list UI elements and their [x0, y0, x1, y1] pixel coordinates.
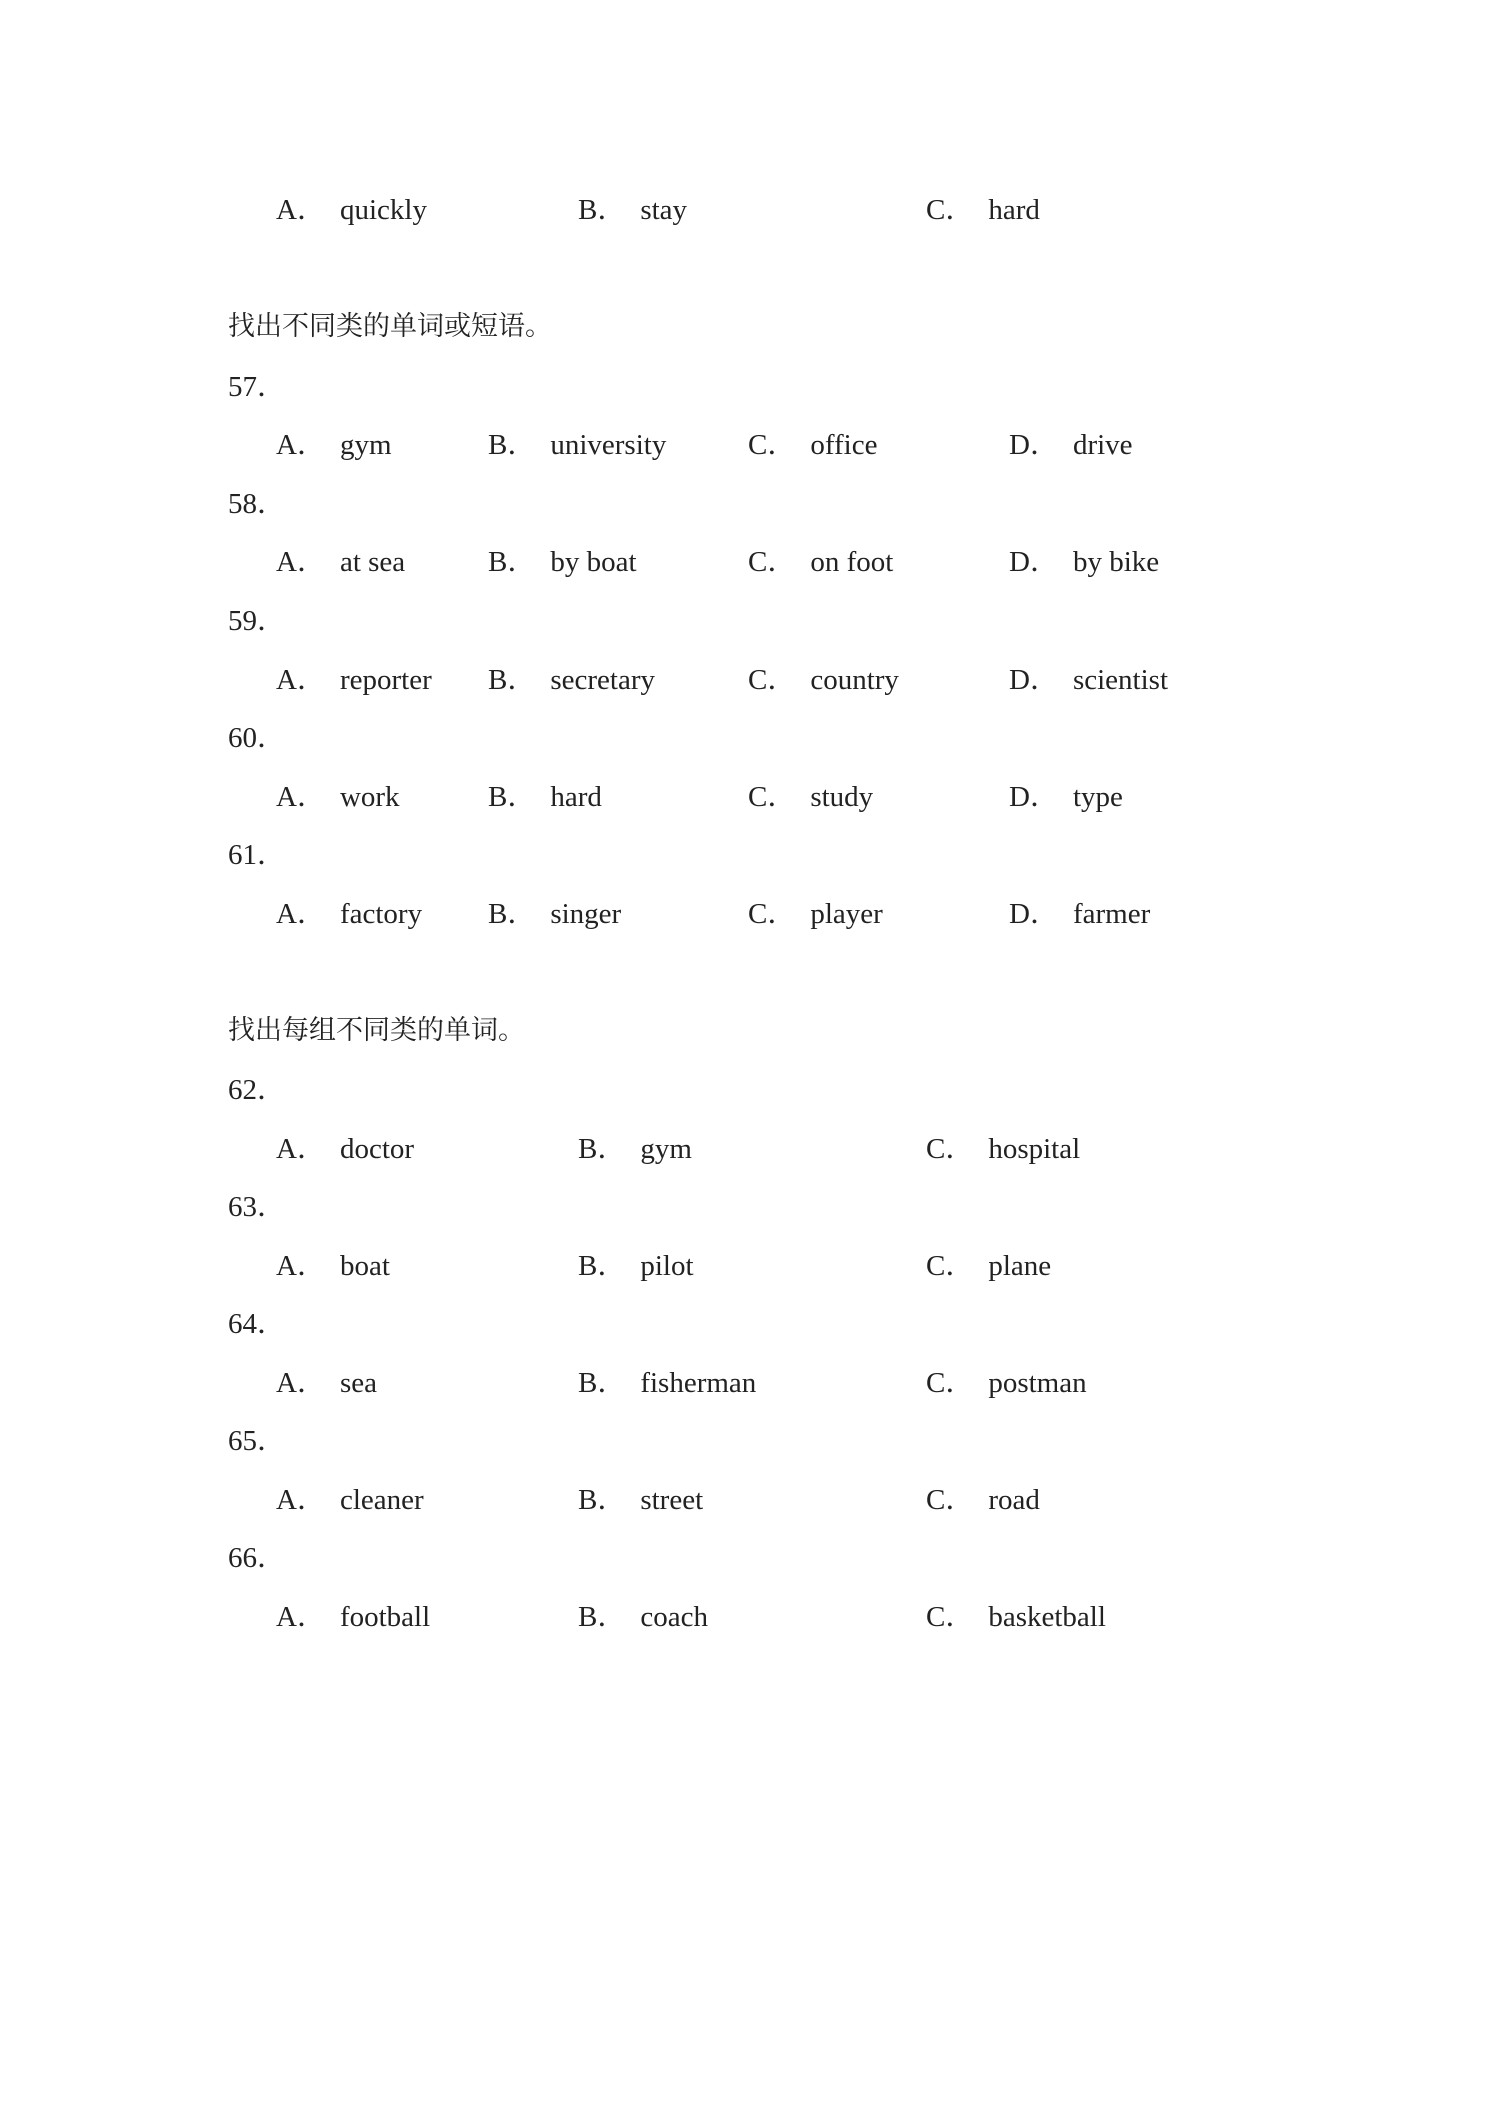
option-b[interactable]: B． gym — [578, 1133, 692, 1165]
option-b[interactable]: B． pilot — [578, 1250, 694, 1282]
option-b[interactable]: B． coach — [578, 1601, 708, 1633]
option-c[interactable]: C． hard — [926, 194, 1040, 226]
question-number: 62． — [228, 1074, 287, 1106]
option-d[interactable]: D． drive — [1009, 429, 1133, 461]
option-c[interactable]: C． basketball — [926, 1601, 1106, 1633]
option-b[interactable]: B． hard — [488, 781, 602, 813]
question-number: 57． — [228, 371, 287, 403]
option-a[interactable]: A． boat — [276, 1250, 390, 1282]
option-a[interactable]: A． quickly — [276, 194, 427, 226]
option-b[interactable]: B． singer — [488, 898, 622, 930]
option-b[interactable]: B． by boat — [488, 546, 637, 578]
question-number: 60． — [228, 722, 287, 754]
option-a[interactable]: A． cleaner — [276, 1484, 424, 1516]
option-a[interactable]: A． at sea — [276, 546, 406, 578]
option-b[interactable]: B． secretary — [488, 664, 655, 696]
option-b[interactable]: B． university — [488, 429, 667, 461]
option-c[interactable]: C． plane — [926, 1250, 1052, 1282]
section1-heading: 找出不同类的单词或短语。 — [228, 311, 552, 342]
option-c[interactable]: C． postman — [926, 1367, 1087, 1399]
option-d[interactable]: D． farmer — [1009, 898, 1151, 930]
option-d[interactable]: D． by bike — [1009, 546, 1160, 578]
option-a[interactable]: A． work — [276, 781, 400, 813]
option-b[interactable]: B． stay — [578, 194, 688, 226]
question-number: 61． — [228, 839, 287, 871]
option-c[interactable]: C． road — [926, 1484, 1040, 1516]
option-a[interactable]: A． football — [276, 1601, 431, 1633]
option-b[interactable]: B． street — [578, 1484, 704, 1516]
option-d[interactable]: D． scientist — [1009, 664, 1168, 696]
option-c[interactable]: C． country — [748, 664, 899, 696]
option-a[interactable]: A． doctor — [276, 1133, 415, 1165]
question-number: 66． — [228, 1542, 287, 1574]
section2-heading: 找出每组不同类的单词。 — [228, 1015, 525, 1046]
option-c[interactable]: C． study — [748, 781, 874, 813]
option-c[interactable]: C． player — [748, 898, 883, 930]
option-b[interactable]: B． fisherman — [578, 1367, 757, 1399]
option-c[interactable]: C． office — [748, 429, 878, 461]
option-a[interactable]: A． sea — [276, 1367, 377, 1399]
option-c[interactable]: C． on foot — [748, 546, 894, 578]
option-a[interactable]: A． gym — [276, 429, 392, 461]
option-a[interactable]: A． factory — [276, 898, 423, 930]
question-number: 65． — [228, 1425, 287, 1457]
option-d[interactable]: D． type — [1009, 781, 1123, 813]
option-c[interactable]: C． hospital — [926, 1133, 1081, 1165]
question-number: 64． — [228, 1308, 287, 1340]
question-number: 58． — [228, 488, 287, 520]
question-number: 63． — [228, 1191, 287, 1223]
question-number: 59． — [228, 605, 287, 637]
option-a[interactable]: A． reporter — [276, 664, 432, 696]
